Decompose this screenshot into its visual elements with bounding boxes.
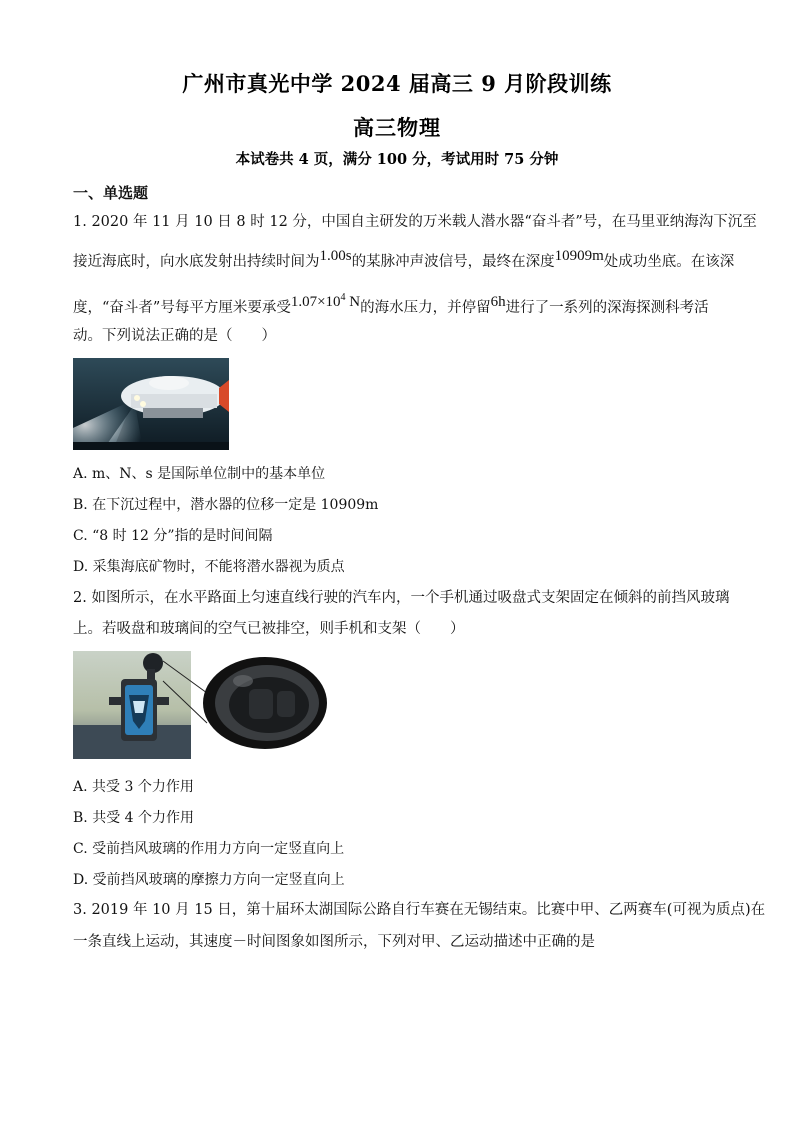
q3-line-1: 3. 2019 年 10 月 15 日，第十届环太湖国际公路自行车赛在无锡结束。比赛中甲、乙两赛车(可视为质点)在 xyxy=(73,902,766,918)
q1-text: 的海水压力，并停留 xyxy=(360,300,491,316)
q1-text: 接近海底时，向水底发射出持续时间为 xyxy=(73,254,320,270)
q1-depth: 10909m xyxy=(554,248,604,264)
q1-stay-time: 6h xyxy=(490,294,506,310)
q2-line-2: 上。若吸盘和玻璃间的空气已被排空，则手机和支架（ ） xyxy=(73,621,465,637)
q1-line-4: 动。下列说法正确的是（ ） xyxy=(73,328,276,344)
q1-text: 的某脉冲声波信号，最终在深度 xyxy=(351,254,555,270)
exam-title: 广州市真光中学 2024 届高三 9 月阶段训练 xyxy=(182,71,612,96)
q1-option-d: D. 采集海底矿物时，不能将潜水器视为质点 xyxy=(73,559,345,575)
q1-line-3 xyxy=(73,294,723,318)
q1-option-c: C. “8 时 12 分”指的是时间间隔 xyxy=(73,528,273,544)
q1-pressure: $1.07\times 10^4$ N xyxy=(290,292,361,310)
q1-text: 进行了一系列的深海探测科考活 xyxy=(505,300,709,316)
q1-option-a: A. m、N、s 是国际单位制中的基本单位 xyxy=(73,466,326,482)
q2-option-c: C. 受前挡风玻璃的作用力方向一定竖直向上 xyxy=(73,841,345,857)
q2-option-b: B. 共受 4 个力作用 xyxy=(73,810,194,826)
q1-text: 处成功坐底。在该深 xyxy=(603,254,735,270)
q2-option-d: D. 受前挡风玻璃的摩擦力方向一定竖直向上 xyxy=(73,872,345,888)
q1-option-b: B. 在下沉过程中，潜水器的位移一定是 10909m xyxy=(73,497,379,513)
q1-line-2 xyxy=(73,248,735,272)
phone-holder-image xyxy=(73,651,329,759)
q2-option-a: A. 共受 3 个力作用 xyxy=(73,779,194,795)
q1-text: 度，“奋斗者”号每平方厘米要承受 xyxy=(73,300,291,316)
q3-line-2: 一条直线上运动，其速度－时间图象如图所示，下列对甲、乙运动描述中正确的是 xyxy=(73,934,595,950)
q1-line-1: 1. 2020 年 11 月 10 日 8 时 12 分，中国自主研发的万米载人潜水器“奋斗者”号，在马里亚纳海沟下沉至 xyxy=(73,214,757,230)
q2-line-1: 2. 如图所示，在水平路面上匀速直线行驶的汽车内，一个手机通过吸盘式支架固定在倾斜的前挡风玻璃 xyxy=(73,590,730,606)
q1-duration: 1.00s xyxy=(319,248,352,264)
exam-info: 本试卷共 4 页，满分 100 分，考试用时 75 分钟 xyxy=(235,151,559,168)
exam-subject: 高三物理 xyxy=(353,115,441,140)
submersible-image xyxy=(73,358,229,450)
section-heading: 一、单选题 xyxy=(73,184,149,202)
